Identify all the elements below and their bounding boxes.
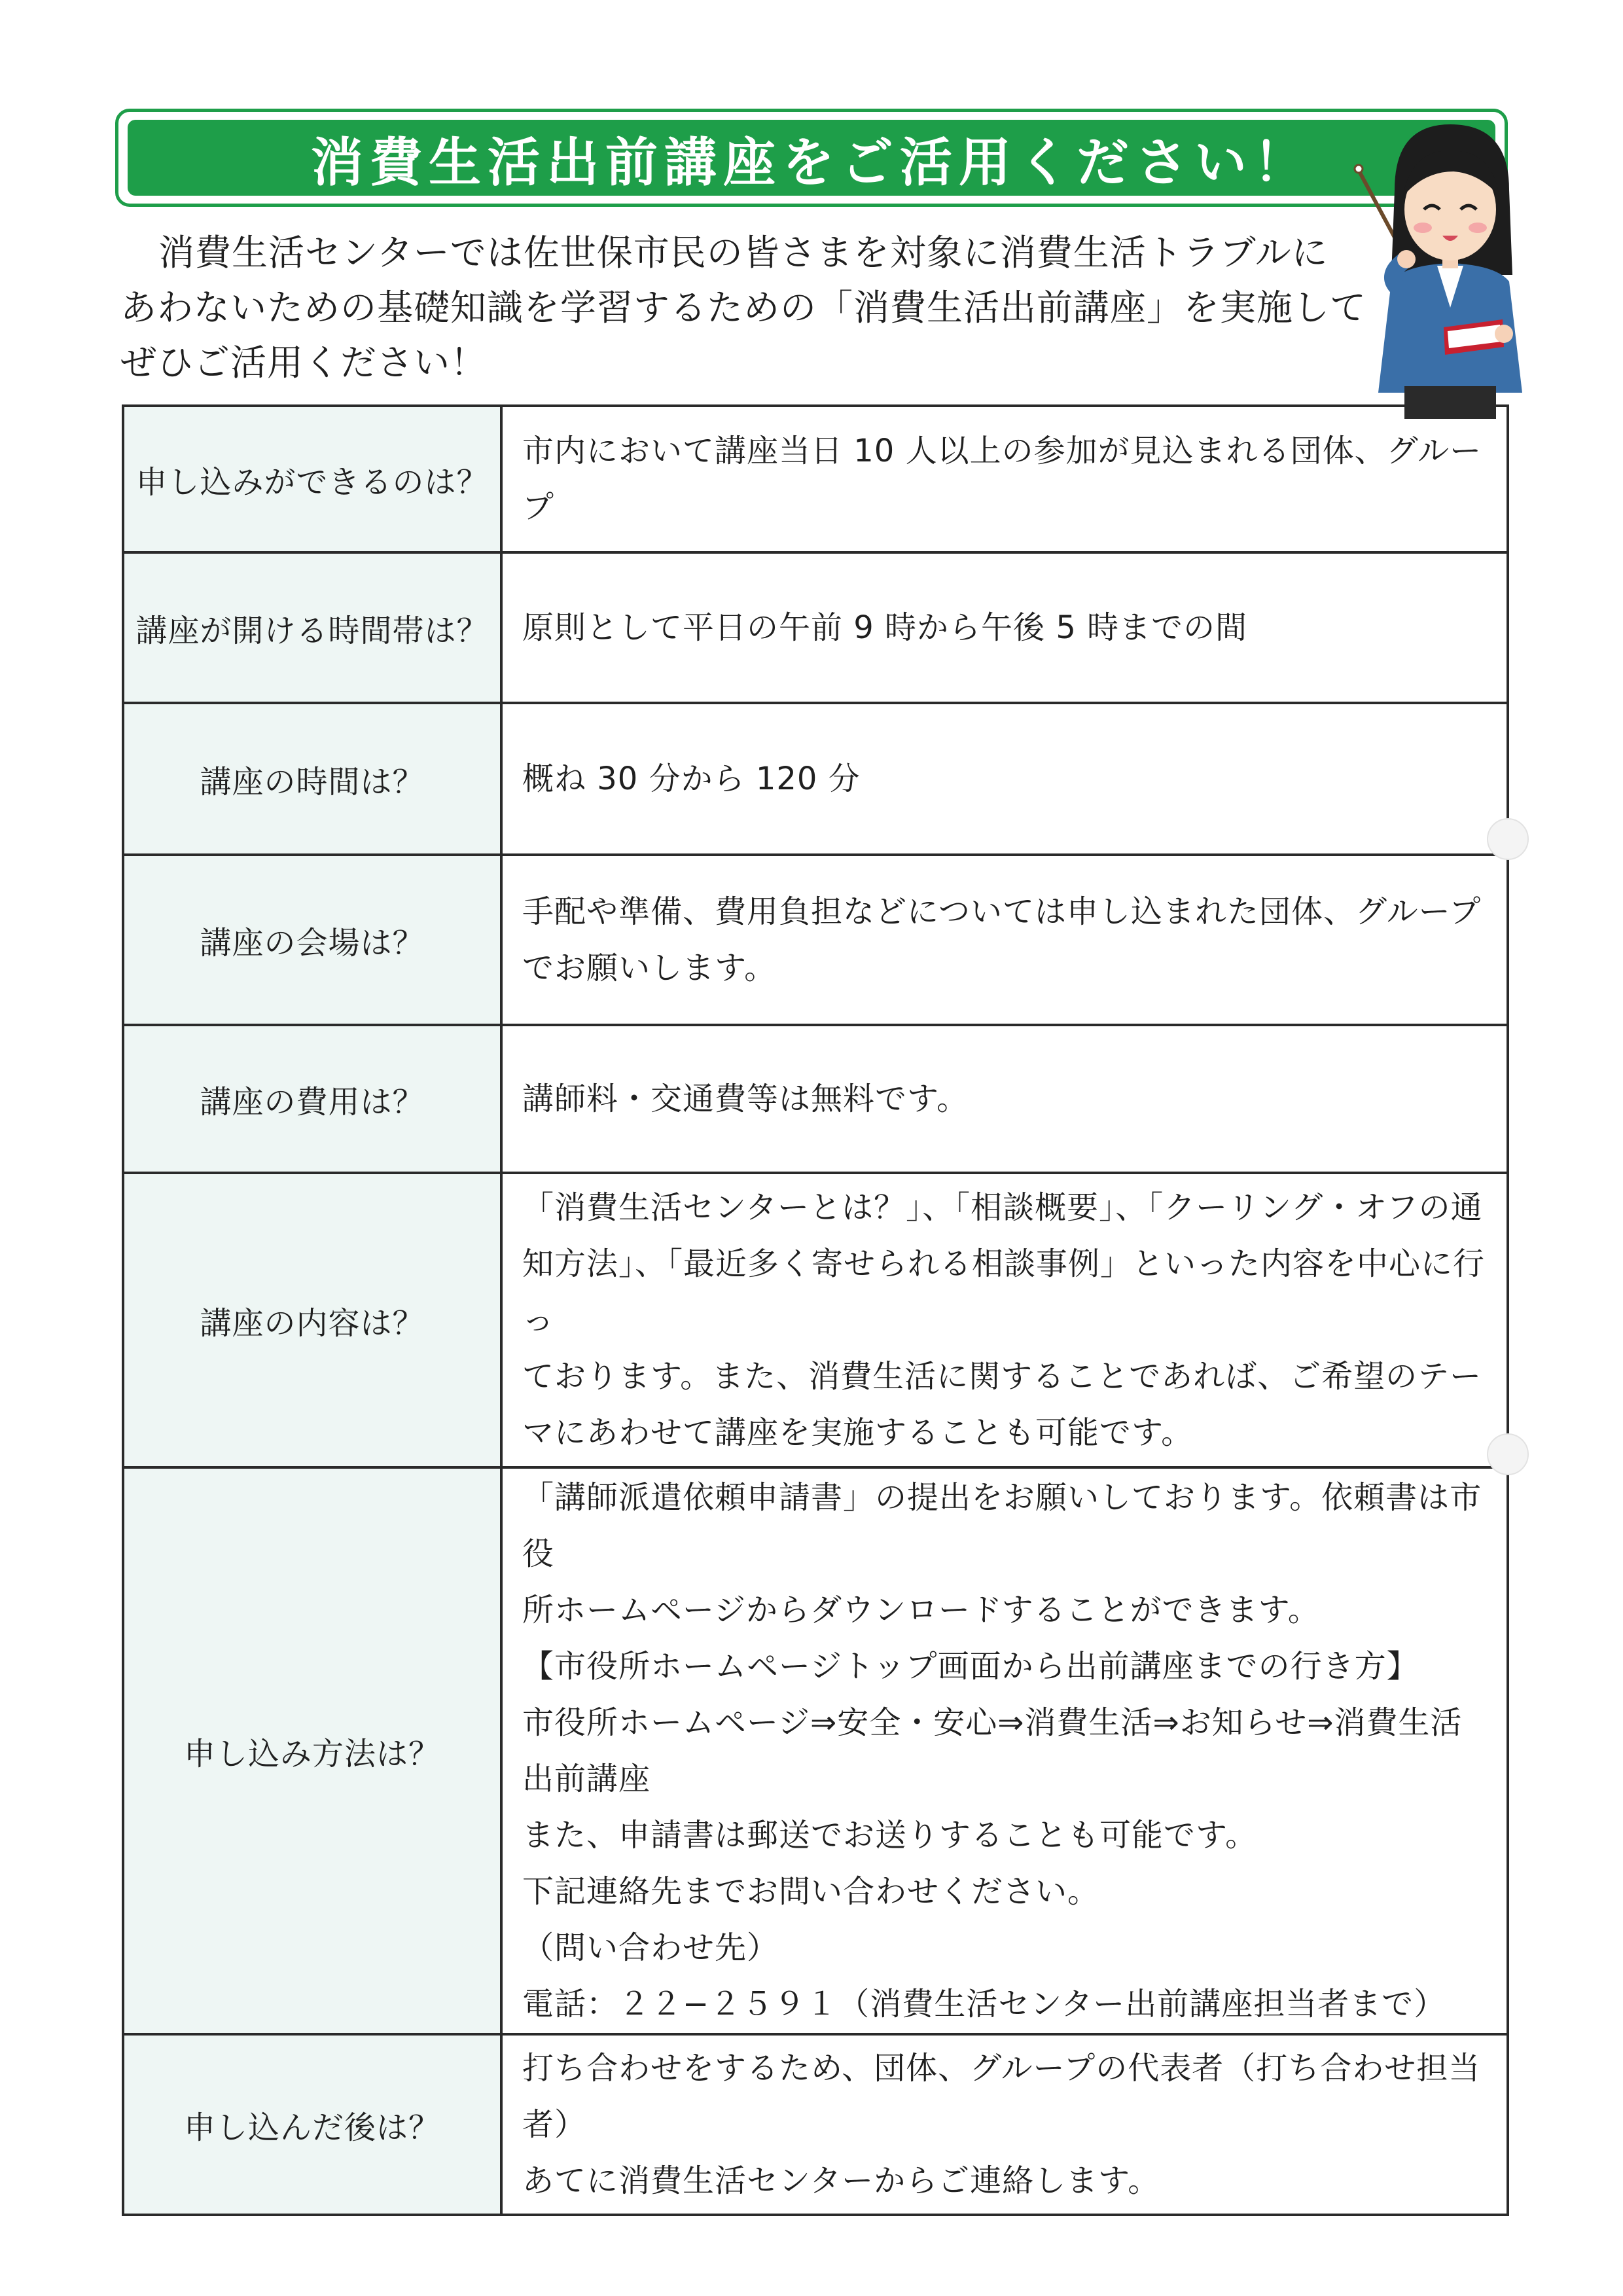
answer-cell: [501, 552, 1508, 703]
table-row: [123, 1467, 1508, 2034]
table-row: [123, 552, 1508, 703]
answer-line: 電話：２２−２５９１（消費生活センター出前講座担当者まで）: [522, 1986, 1446, 2022]
answer-line: 概ね 30 分から 120 分: [522, 761, 861, 797]
table-row: [123, 406, 1508, 552]
page-title: 消費生活出前講座をご活用ください！: [311, 132, 1312, 193]
answer-line: 市役所ホームページ⇒安全・安心⇒消費生活⇒お知らせ⇒消費生活: [522, 1704, 1463, 1741]
question-cell: 申し込みができるのは？: [123, 406, 501, 552]
answer-line: 講師料・交通費等は無料です。: [522, 1081, 969, 1117]
answer-cell: [501, 855, 1508, 1025]
answer-cell: [501, 406, 1508, 552]
answer-line: あてに消費生活センターからご連絡します。: [522, 2162, 1160, 2199]
answer-cell: [501, 2034, 1508, 2215]
answer-line: （問い合わせ先）: [522, 1929, 779, 1966]
answer-line: 【市役所ホームページトップ画面から出前講座までの行き方】: [522, 1648, 1419, 1685]
answer-line: 下記連絡先までお問い合わせください。: [522, 1873, 1100, 1910]
answer-line: マにあわせて講座を実施することも可能です。: [522, 1414, 1194, 1451]
intro-line: あわないための基礎知識を学習するための「消費生活出前講座」を実施して: [120, 287, 1367, 329]
answer-line: 出前講座: [522, 1761, 651, 1797]
answer-line: でお願いします。: [522, 950, 777, 986]
question-cell: 講座の費用は？: [123, 1025, 501, 1173]
answer-line: また、申請書は郵送でお送りすることも可能です。: [522, 1817, 1258, 1854]
question-cell: 申し込んだ後は？: [123, 2034, 501, 2215]
intro-line: ぜひご活用ください！: [120, 342, 488, 384]
question-cell: 講座の時間は？: [123, 703, 501, 855]
answer-line: 打ち合わせをするため、団体、グループの代表者（打ち合わせ担当者）: [522, 2050, 1481, 2143]
table-row: [123, 703, 1508, 855]
answer-line: 所ホームページからダウンロードすることができます。: [522, 1592, 1320, 1628]
title-banner: [115, 109, 1508, 207]
table-row: [123, 855, 1508, 1025]
table-row: [123, 1173, 1508, 1467]
teacher-illustration-icon: [1332, 111, 1548, 419]
answer-line: 「講師派遣依頼申請書」の提出をお願いしております。依頼書は市役: [522, 1479, 1482, 1572]
title-bar: [128, 120, 1495, 196]
intro-line: 消費生活センターでは佐世保市民の皆さまを対象に消費生活トラブルに: [158, 232, 1329, 274]
table-row: [123, 2034, 1508, 2215]
answer-line: ております。また、消費生活に関することであれば、ご希望のテー: [522, 1358, 1482, 1395]
answer-line: 原則として平日の午前 9 時から午後 5 時までの間: [522, 609, 1248, 646]
answer-cell: [501, 1025, 1508, 1173]
table-row: [123, 1025, 1508, 1173]
answer-line: 知方法」、「最近多く寄せられる相談事例」といった内容を中心に行っ: [522, 1246, 1486, 1338]
question-cell: 講座の内容は？: [123, 1173, 501, 1467]
answer-line: 市内において講座当日 10 人以上の参加が見込まれる団体、グループ: [522, 433, 1482, 526]
question-cell: 講座の会場は？: [123, 855, 501, 1025]
answer-cell: [501, 1173, 1508, 1467]
punch-hole: [1487, 818, 1529, 860]
punch-hole: [1487, 1433, 1529, 1475]
answer-cell: [501, 703, 1508, 855]
intro-paragraph: [120, 225, 1370, 390]
answer-line: 「消費生活センターとは？」、「相談概要」、「クーリング・オフの通: [522, 1189, 1483, 1226]
question-cell: 申し込み方法は？: [123, 1467, 501, 2034]
info-table: [122, 404, 1509, 2216]
answer-line: 手配や準備、費用負担などについては申し込まれた団体、グループ: [522, 893, 1482, 930]
question-cell: 講座が開ける時間帯は？: [123, 552, 501, 703]
answer-cell: [501, 1467, 1508, 2034]
